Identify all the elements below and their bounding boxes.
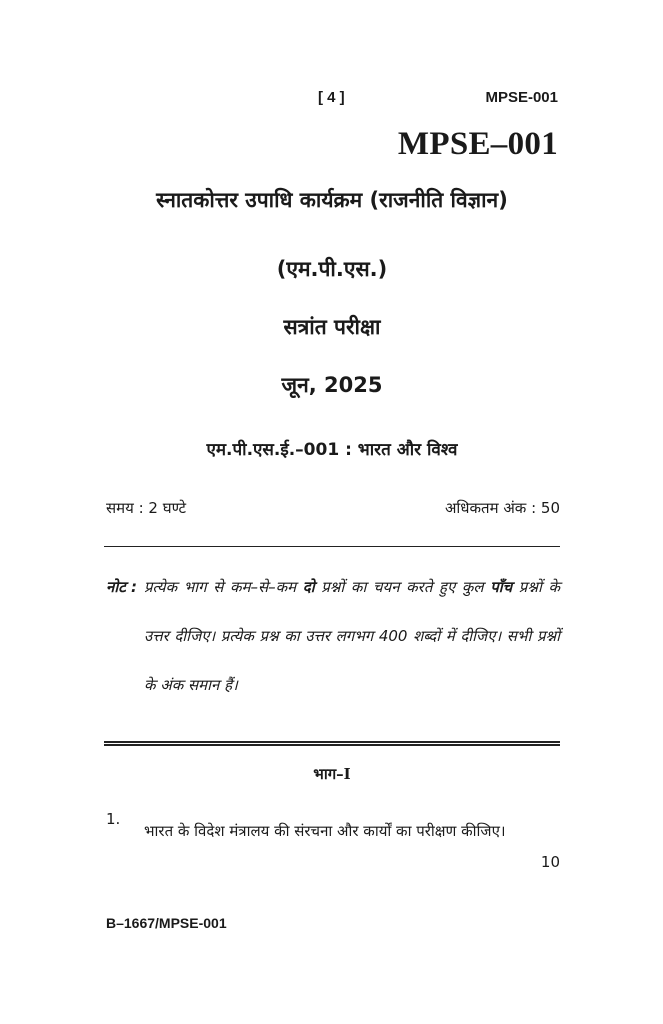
question-text: भारत के विदेश मंत्रालय की संरचना और कार्यों का परीक्षण कीजिए। — [144, 822, 506, 840]
maximum-marks: अधिकतम अंक : 50 — [444, 499, 560, 517]
program-abbreviation: (एम.पी.एस.) — [276, 257, 388, 281]
section-heading: भाग–I — [313, 765, 351, 783]
note-emphasis: दो — [302, 578, 315, 596]
double-divider — [104, 741, 560, 746]
footer-code: B–1667/MPSE-001 — [106, 915, 227, 931]
exam-title: सत्रांत परीक्षा — [283, 315, 381, 339]
note-text-part: प्रत्येक भाग से कम–से–कम — [144, 578, 303, 596]
question-marks: 10 — [540, 853, 560, 871]
exam-meta-row — [106, 498, 560, 518]
note-text — [144, 563, 560, 710]
program-title: स्नातकोत्तर उपाधि कार्यक्रम (राजनीति विज्ञान) — [156, 188, 508, 212]
note-label: नोट : — [106, 578, 137, 596]
course-title: एम.पी.एस.ई.–001 : भारत और विश्व — [206, 440, 458, 460]
note-emphasis: पाँच — [490, 578, 513, 596]
note-text-part: प्रश्नों का चयन करते हुए कुल — [314, 578, 491, 596]
time-allowed: समय : 2 घण्टे — [106, 499, 187, 517]
divider — [104, 546, 560, 547]
course-code-title: MPSE–001 — [397, 126, 558, 162]
page-number: [ 4 ] — [318, 89, 345, 106]
header-paper-code: MPSE-001 — [485, 89, 558, 106]
question-number: 1. — [106, 810, 121, 828]
exam-session: जून, 2025 — [281, 373, 383, 397]
instructions-note — [106, 563, 560, 710]
note-text-part: प्रश्नों के उत्तर दीजिए। प्रत्येक प्रश्न का उत्तर लगभग 400 शब्दों में दीजिए। सभी प्रश्नों के अंक समान हैं। — [144, 578, 560, 694]
